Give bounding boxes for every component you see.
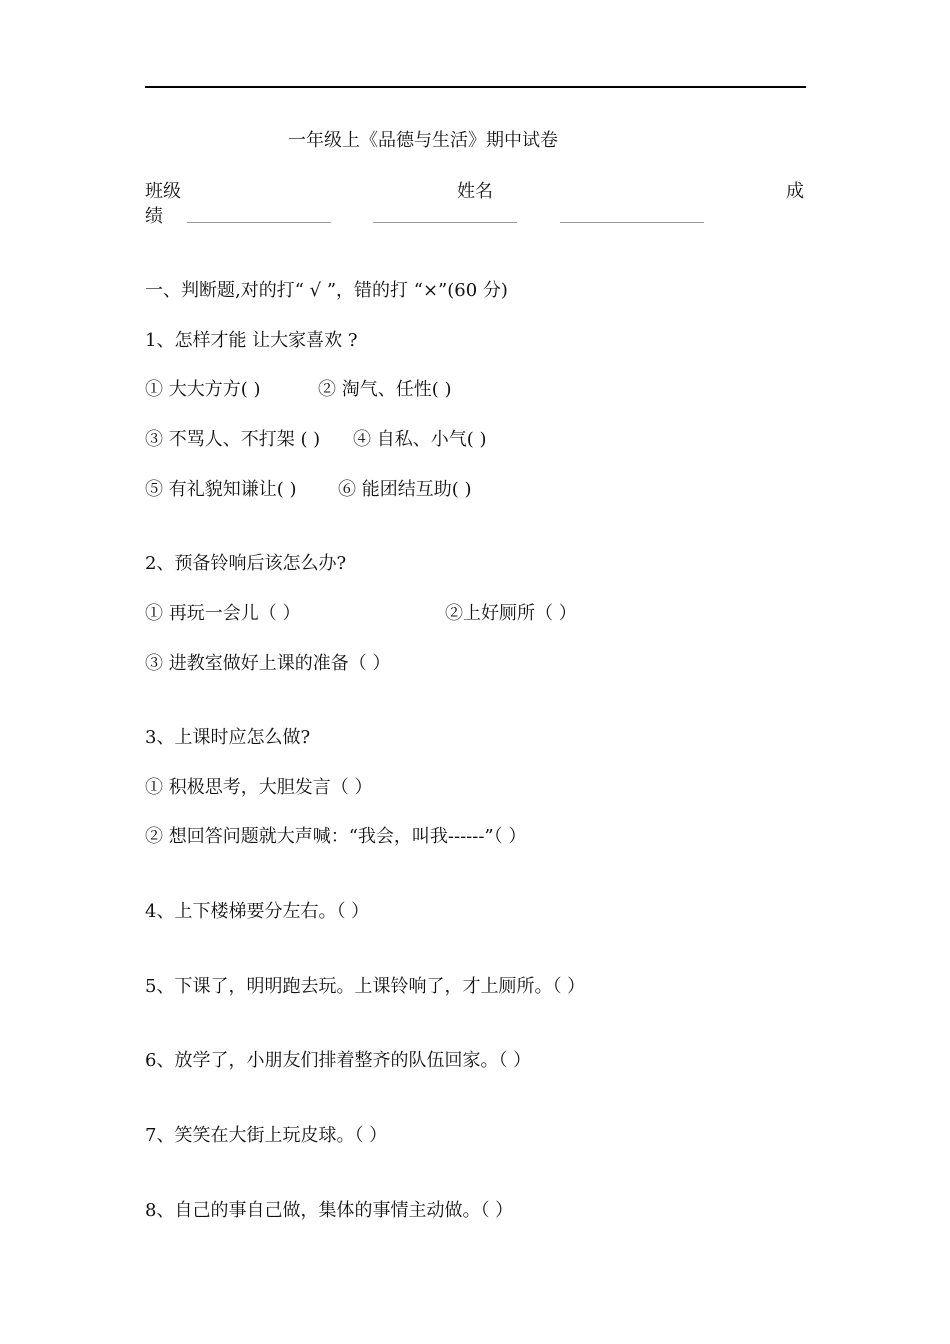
name-label: 姓名 — [457, 181, 493, 202]
question-3: 3、上课时应怎么做? — [145, 727, 311, 748]
section-heading: 一、判断题,对的打“ √ ”，错的打 “×”(60 分) — [145, 280, 508, 301]
q3-option-2: ② 想回答问题就大声喊：“我会，叫我------”（ ） — [145, 826, 527, 847]
q1-option-1: ① 大大方方( ) — [145, 379, 261, 400]
name-blank-line[interactable] — [373, 222, 517, 223]
q1-option-2: ② 淘气、任性( ) — [318, 379, 452, 400]
question-1: 1、怎样才能 让大家喜欢 ? — [145, 330, 358, 351]
q1-option-5: ⑤ 有礼貌知谦让( ) — [145, 479, 297, 500]
q1-option-6: ⑥ 能团结互助( ) — [338, 479, 472, 500]
question-2: 2、预备铃响后该怎么办? — [145, 553, 347, 574]
class-label: 班级 — [145, 181, 181, 202]
q2-option-1: ① 再玩一会儿（ ） — [145, 603, 301, 624]
question-7: 7、笑笑在大街上玩皮球。（ ） — [145, 1125, 388, 1146]
top-rule — [145, 86, 806, 88]
question-5: 5、下课了，明明跑去玩。上课铃响了，才上厕所。（ ） — [145, 976, 586, 997]
q3-option-1: ① 积极思考，大胆发言（ ） — [145, 777, 373, 798]
page-title: 一年级上《品德与生活》期中试卷 — [288, 130, 558, 151]
question-8: 8、自己的事自己做，集体的事情主动做。（ ） — [145, 1200, 514, 1221]
q2-option-2: ②上好厕所（ ） — [445, 603, 577, 624]
question-6: 6、放学了，小朋友们排着整齐的队伍回家。（ ） — [145, 1050, 532, 1071]
q1-option-4: ④ 自私、小气( ) — [353, 429, 487, 450]
score-blank-line[interactable] — [560, 222, 704, 223]
question-4: 4、上下楼梯要分左右。（ ） — [145, 901, 370, 922]
score-label-part2: 绩 — [145, 206, 163, 227]
q1-option-3: ③ 不骂人、不打架 ( ) — [145, 429, 321, 450]
q2-option-3: ③ 进教室做好上课的准备（ ） — [145, 653, 391, 674]
score-label-part1: 成 — [786, 181, 804, 202]
class-blank-line[interactable] — [187, 222, 331, 223]
